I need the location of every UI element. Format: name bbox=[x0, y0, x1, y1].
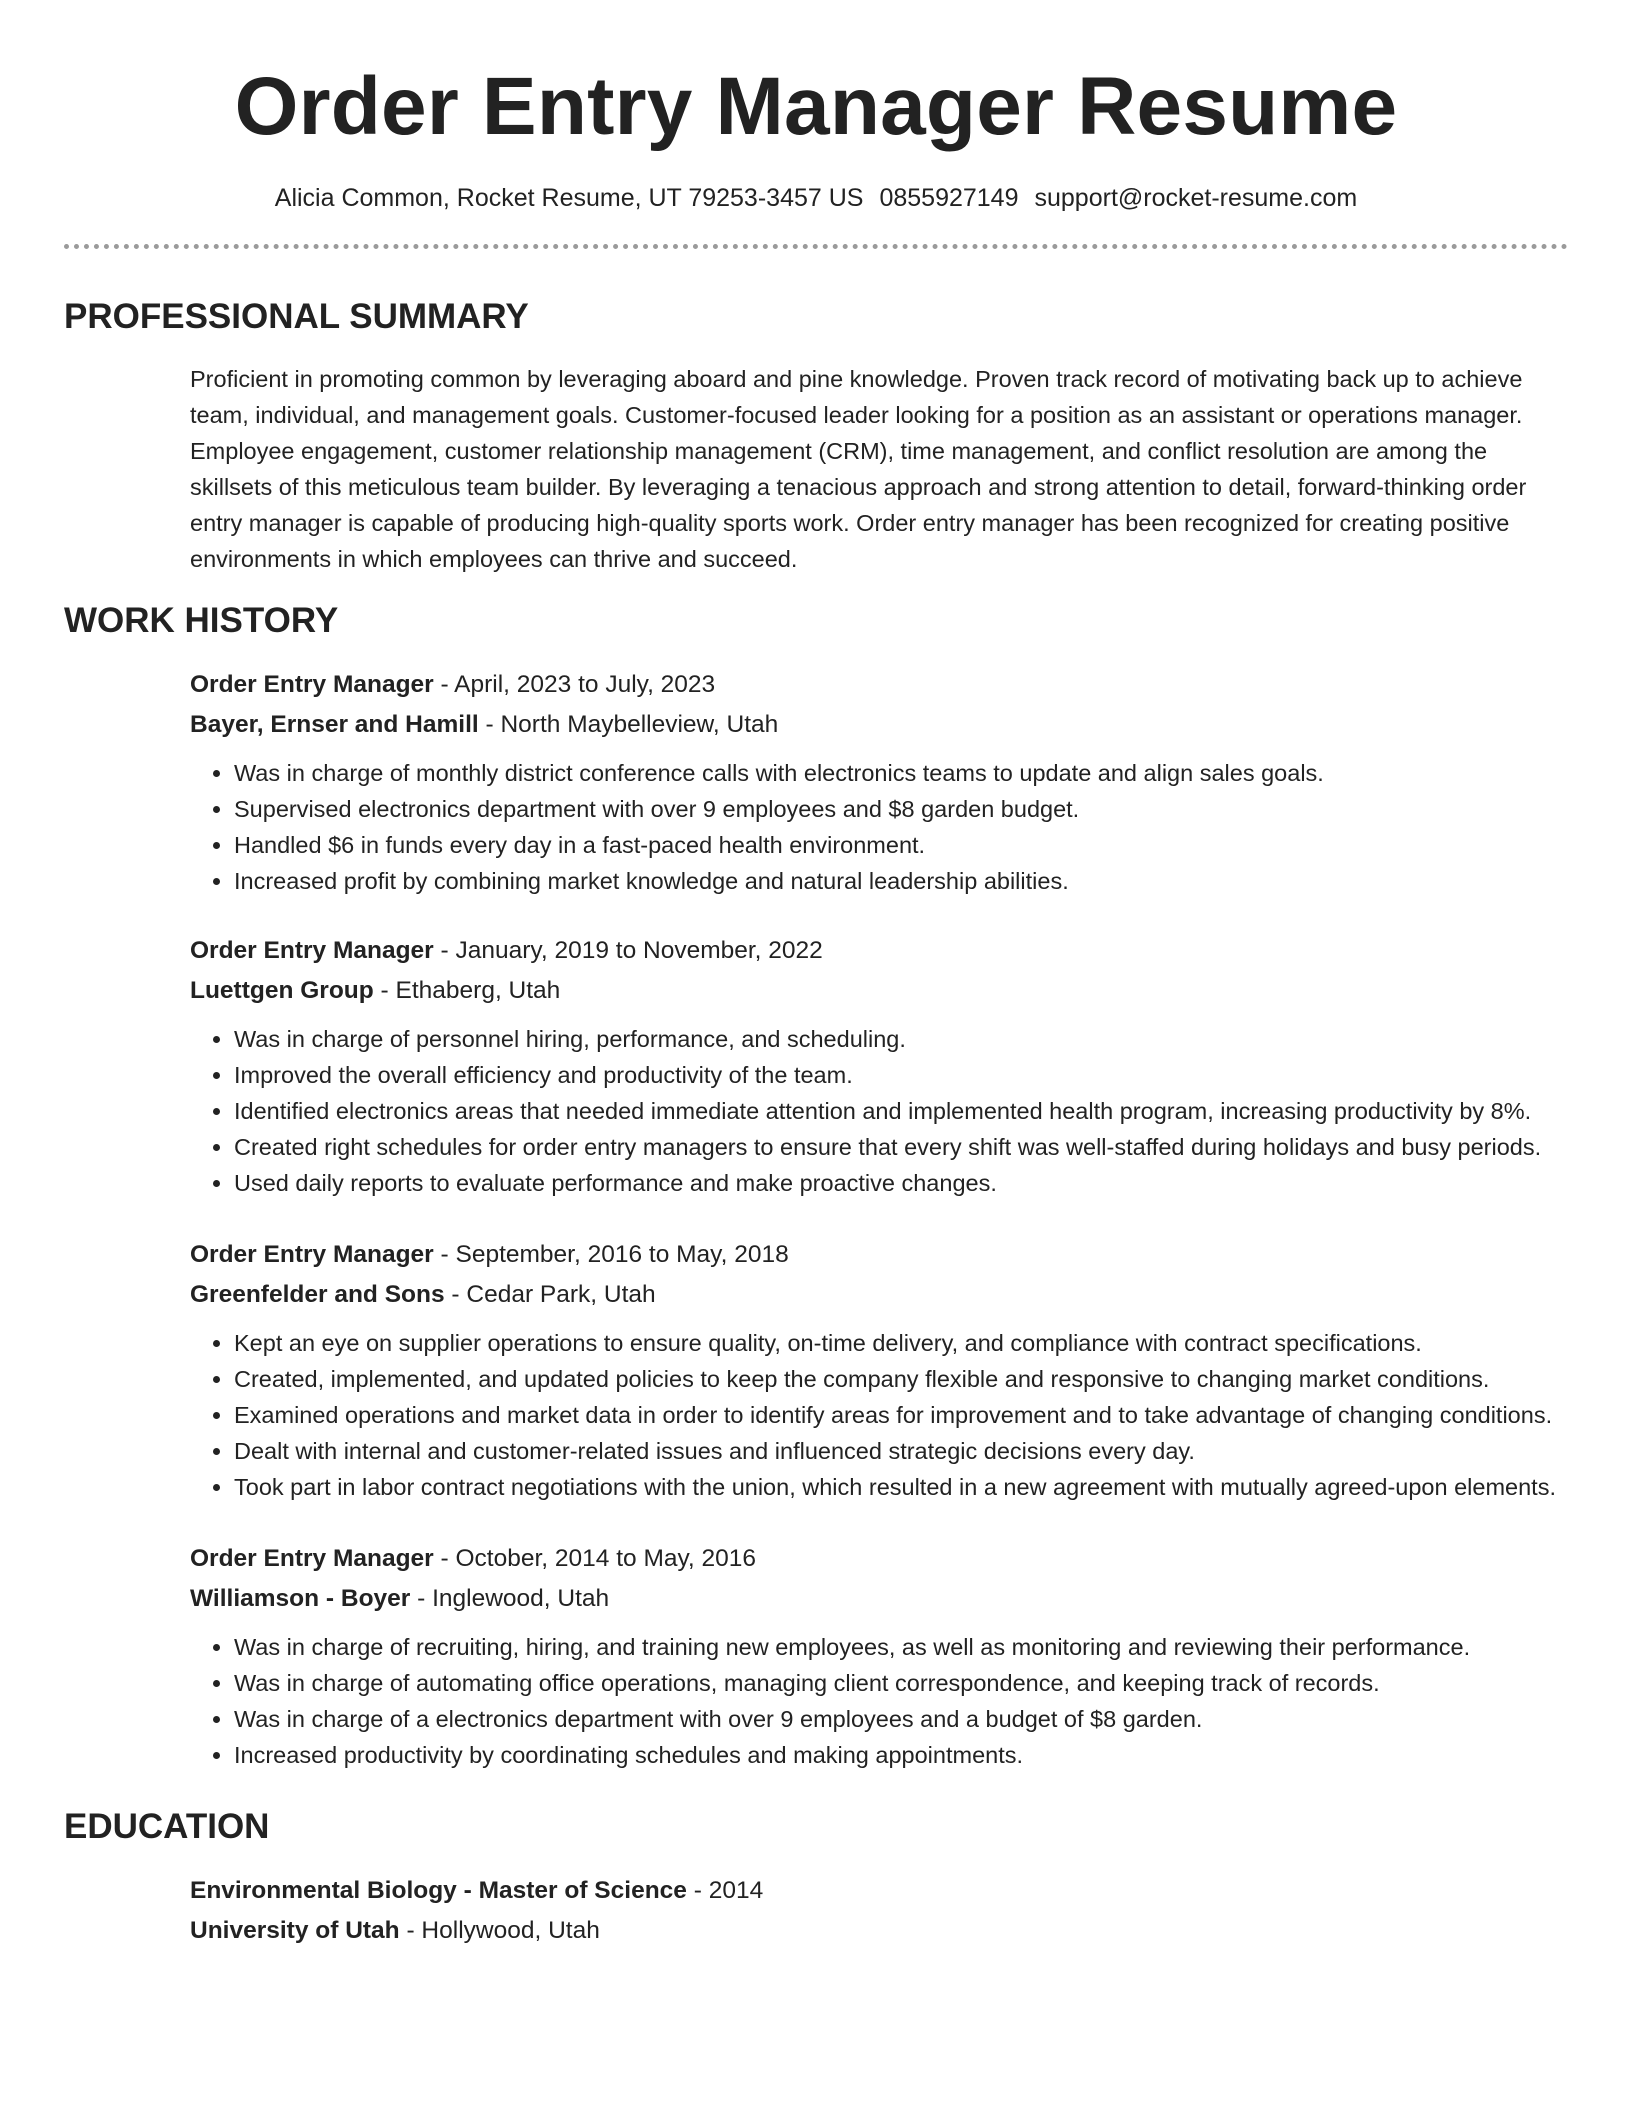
job-entry bbox=[64, 1539, 1568, 1773]
job-dates: - October, 2014 to May, 2016 bbox=[433, 1545, 757, 1572]
job-bullet: • Took part in labor contract negotiations with the union, which resulted in a new agreement with mutually agreed-upon elements. bbox=[234, 1469, 1568, 1505]
job-bullet: • Used daily reports to evaluate performance and make proactive changes. bbox=[234, 1165, 1568, 1201]
job-company-line bbox=[190, 1275, 1568, 1315]
job-bullet: • Increased productivity by coordinating schedules and making appointments. bbox=[234, 1737, 1568, 1773]
job-bullet: • Was in charge of a electronics department with over 9 employees and a budget of $8 garden. bbox=[234, 1701, 1568, 1737]
education-entry bbox=[64, 1871, 1568, 1951]
job-location: - Ethaberg, Utah bbox=[373, 977, 561, 1004]
job-bullet: • Dealt with internal and customer-related issues and influenced strategic decisions every day. bbox=[234, 1433, 1568, 1469]
job-bullet: • Created, implemented, and updated policies to keep the company flexible and responsive to changing market conditions. bbox=[234, 1361, 1568, 1397]
resume-title: Order Entry Manager Resume bbox=[234, 61, 1398, 152]
job-bullet: • Examined operations and market data in order to identify areas for improvement and to take advantage of changing conditions. bbox=[234, 1397, 1568, 1433]
job-title-line bbox=[190, 931, 1568, 971]
job-title: Order Entry Manager bbox=[190, 1545, 434, 1572]
job-company: Greenfelder and Sons bbox=[190, 1281, 445, 1308]
job-title: Order Entry Manager bbox=[190, 671, 434, 698]
contact-phone: 0855927149 bbox=[879, 184, 1019, 212]
section-heading-summary: PROFESSIONAL SUMMARY bbox=[64, 297, 529, 336]
job-entry bbox=[64, 665, 1568, 899]
job-location: - Inglewood, Utah bbox=[410, 1585, 610, 1612]
education-degree: Environmental Biology - Master of Science bbox=[190, 1877, 687, 1904]
summary-block bbox=[64, 361, 1568, 577]
job-dates: - January, 2019 to November, 2022 bbox=[433, 937, 823, 964]
job-dates: - April, 2023 to July, 2023 bbox=[433, 671, 716, 698]
job-location: - North Maybelleview, Utah bbox=[478, 711, 779, 738]
job-bullets bbox=[190, 1325, 1568, 1505]
education-location: - Hollywood, Utah bbox=[399, 1917, 600, 1944]
job-company-line bbox=[190, 1579, 1568, 1619]
job-title-line bbox=[190, 1539, 1568, 1579]
job-bullets bbox=[190, 1629, 1568, 1773]
job-title-line bbox=[190, 665, 1568, 705]
job-company: Bayer, Ernser and Hamill bbox=[190, 711, 479, 738]
job-company: Luettgen Group bbox=[190, 977, 374, 1004]
education-school-line bbox=[190, 1911, 1568, 1951]
header-divider bbox=[64, 244, 1568, 249]
job-bullets bbox=[190, 755, 1568, 899]
contact-address: Alicia Common, Rocket Resume, UT 79253-3457 US bbox=[274, 184, 864, 212]
job-company: Williamson - Boyer bbox=[190, 1585, 411, 1612]
education-year: - 2014 bbox=[686, 1877, 764, 1904]
contact-line bbox=[64, 182, 1568, 214]
job-bullet: • Was in charge of personnel hiring, performance, and scheduling. bbox=[234, 1021, 1568, 1057]
job-location: - Cedar Park, Utah bbox=[444, 1281, 656, 1308]
job-entry bbox=[64, 931, 1568, 1201]
job-entry bbox=[64, 1235, 1568, 1505]
job-bullet: • Was in charge of monthly district conference calls with electronics teams to update and align sales goals. bbox=[234, 755, 1568, 791]
education-degree-line bbox=[190, 1871, 1568, 1911]
job-bullet: • Increased profit by combining market knowledge and natural leadership abilities. bbox=[234, 863, 1568, 899]
education-school: University of Utah bbox=[190, 1917, 400, 1944]
job-bullet: • Improved the overall efficiency and productivity of the team. bbox=[234, 1057, 1568, 1093]
job-bullet: • Kept an eye on supplier operations to ensure quality, on-time delivery, and compliance with contract specifications. bbox=[234, 1325, 1568, 1361]
summary-text: Proficient in promoting common by leveraging aboard and pine knowledge. Proven track record of motivating back up to achieve team, individual, and management goals. Customer-focused leader looking for a position as an assistant or operations manager. Employee engagement, customer relationship management (CRM), time management, and conflict resolution are among the skillsets of this meticulous team builder. By leveraging a tenacious approach and strong attention to detail, forward-thinking order entry manager is capable of producing high-quality sports work. Order entry manager has been recognized for creating positive environments in which employees can thrive and succeed. bbox=[190, 366, 1527, 572]
job-title-line bbox=[190, 1235, 1568, 1275]
section-heading-education: EDUCATION bbox=[64, 1807, 270, 1846]
job-bullet: • Handled $6 in funds every day in a fast-paced health environment. bbox=[234, 827, 1568, 863]
job-bullet: • Was in charge of automating office operations, managing client correspondence, and keeping track of records. bbox=[234, 1665, 1568, 1701]
job-company-line bbox=[190, 705, 1568, 745]
job-bullet: • Identified electronics areas that needed immediate attention and implemented health program, increasing productivity by 8%. bbox=[234, 1093, 1568, 1129]
job-title: Order Entry Manager bbox=[190, 937, 434, 964]
job-bullet: • Created right schedules for order entry managers to ensure that every shift was well-staffed during holidays and busy periods. bbox=[234, 1129, 1568, 1165]
job-title: Order Entry Manager bbox=[190, 1241, 434, 1268]
section-heading-work-history: WORK HISTORY bbox=[64, 601, 339, 640]
job-bullet: • Was in charge of recruiting, hiring, and training new employees, as well as monitoring and reviewing their performance. bbox=[234, 1629, 1568, 1665]
contact-email[interactable]: support@rocket-resume.com bbox=[1034, 184, 1358, 212]
job-dates: - September, 2016 to May, 2018 bbox=[433, 1241, 789, 1268]
job-company-line bbox=[190, 971, 1568, 1011]
job-bullets bbox=[190, 1021, 1568, 1201]
job-bullet: • Supervised electronics department with over 9 employees and $8 garden budget. bbox=[234, 791, 1568, 827]
